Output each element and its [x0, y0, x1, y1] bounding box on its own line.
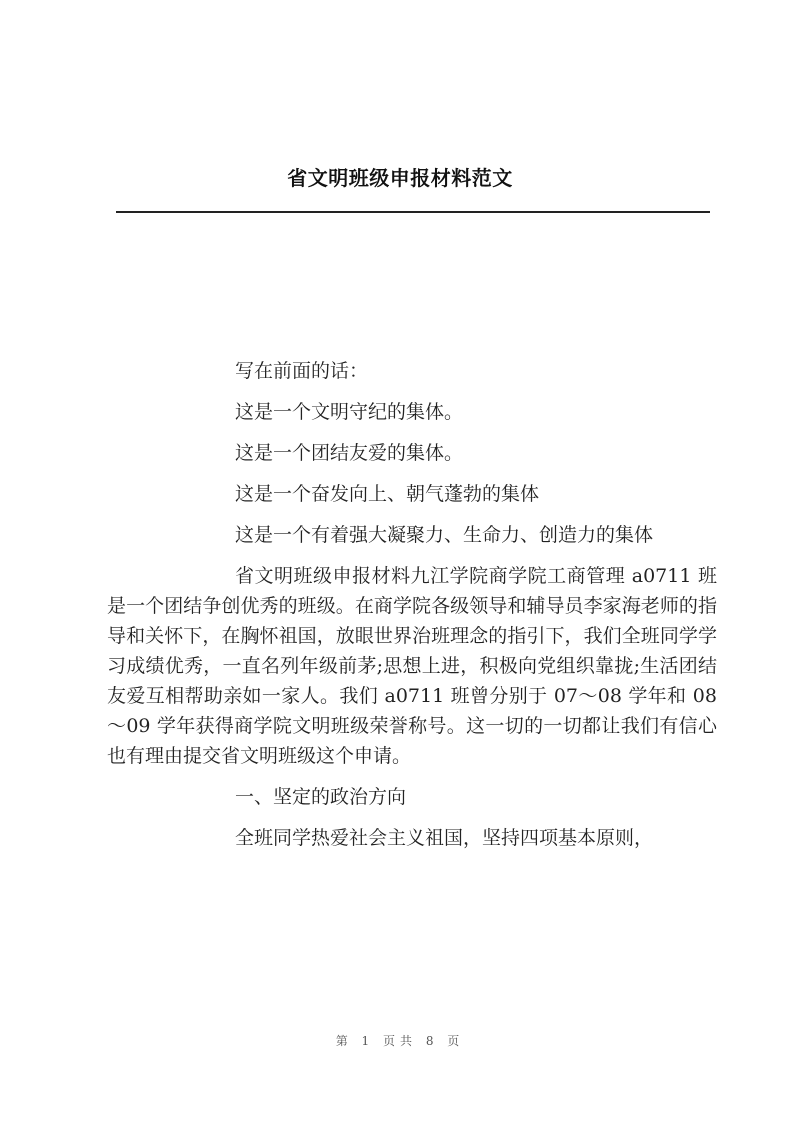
intro-line-2: 这是一个团结友爱的集体。: [235, 442, 464, 464]
document-title: 省文明班级申报材料范文: [287, 166, 513, 190]
intro-line-3: 这是一个奋发向上、朝气蓬勃的集体: [235, 483, 540, 505]
document-body: [107, 356, 717, 864]
intro-line-4: 这是一个有着强大凝聚力、生命力、创造力的集体: [235, 524, 654, 546]
page-number-footer: 第 1 页共 8 页: [335, 1034, 465, 1048]
intro-line-1: 这是一个文明守纪的集体。: [235, 401, 464, 423]
section-paragraph-start: 全班同学热爱社会主义祖国，坚持四项基本原则，: [235, 827, 654, 849]
section-heading-political-direction: 一、坚定的政治方向: [235, 786, 407, 808]
class-description-paragraph: 省文明班级申报材料九江学院商学院工商管理 a0711 班是一个团结争创优秀的班级。在商学院各级领导和辅导员李家海老师的指导和关怀下，在胸怀祖国，放眼世界治班理念的指引下，我们全班同学学习成绩优秀，一直名列年级前茅;思想上进，积极向党组织靠拢;生活团结友爱互相帮助亲如一家人。我们 a0711 班曾分别于 07～08 学年和 08～09 学年获得商学院文明班级荣誉称号。这一切的一切都让我们有信心也有理由提交省文明班级这个申请。: [107, 565, 717, 767]
intro-heading: 写在前面的话：: [235, 360, 369, 382]
title-divider: [116, 211, 710, 213]
